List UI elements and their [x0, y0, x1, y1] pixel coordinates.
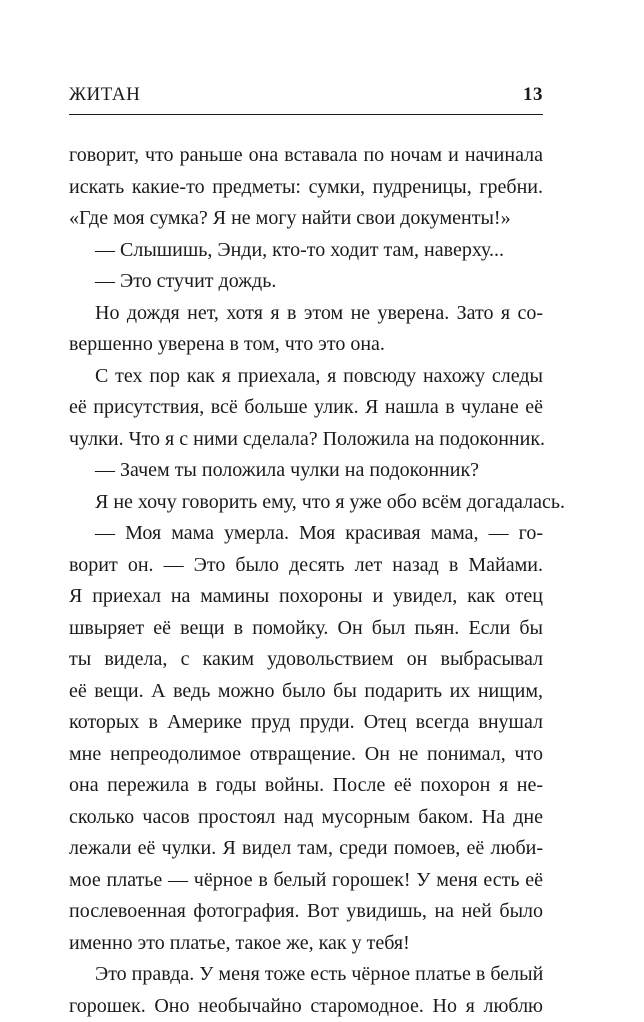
text-line: мне непреодолимое отвращение. Он не понимал, что [69, 739, 543, 771]
text-line: ворит он. — Это было десять лет назад в Майами. [69, 550, 543, 582]
text-line: лежали её чулки. Я видел там, среди помоев, её люби- [69, 833, 543, 865]
text-line: — Слышишь, Энди, кто-то ходит там, наверху... [69, 235, 543, 267]
text-line: швыряет её вещи в помойку. Он был пьян. Если бы [69, 613, 543, 645]
text-line: С тех пор как я приехала, я повсюду нахожу следы [69, 361, 543, 393]
text-line: её вещи. А ведь можно было бы подарить их нищим, [69, 676, 543, 708]
text-line: чулки. Что я с ними сделала? Положила на подоконник. [69, 424, 543, 456]
header-rule [69, 114, 543, 115]
text-line: — Зачем ты положила чулки на подоконник? [69, 455, 543, 487]
text-line: которых в Америке пруд пруди. Отец всегда внушал [69, 707, 543, 739]
text-line: вершенно уверена в том, что это она. [69, 329, 543, 361]
text-line: сколько часов простоял над мусорным баком. На дне [69, 802, 543, 834]
text-line: говорит, что раньше она вставала по ночам и начинала [69, 140, 543, 172]
text-line: — Это стучит дождь. [69, 266, 543, 298]
page-number: 13 [523, 84, 543, 106]
text-line: «Где моя сумка? Я не могу найти свои документы!» [69, 203, 543, 235]
text-line: Это правда. У меня тоже есть чёрное платье в белый [69, 959, 543, 991]
text-line: ты видела, с каким удовольствием он выбрасывал [69, 644, 543, 676]
text-line: горошек. Оно необычайно старомодное. Но я люблю [69, 991, 543, 1022]
text-line: она пережила в годы войны. После её похорон я не- [69, 770, 543, 802]
text-line: её присутствия, всё больше улик. Я нашла в чулане её [69, 392, 543, 424]
text-line: — Моя мама умерла. Моя красивая мама, — го- [69, 518, 543, 550]
text-line: послевоенная фотография. Вот увидишь, на ней было [69, 896, 543, 928]
body-text [69, 140, 543, 1022]
text-line: Я приехал на мамины похороны и увидел, как отец [69, 581, 543, 613]
text-line: мое платье — чёрное в белый горошек! У меня есть её [69, 865, 543, 897]
text-line: Но дождя нет, хотя я в этом не уверена. Зато я со- [69, 298, 543, 330]
text-line: именно это платье, такое же, как у тебя! [69, 928, 543, 960]
running-head-title: ЖИТАН [69, 84, 140, 106]
text-line: Я не хочу говорить ему, что я уже обо всём догадалась. [69, 487, 543, 519]
running-head [69, 84, 543, 108]
text-line: искать какие-то предметы: сумки, пудреницы, гребни. [69, 172, 543, 204]
